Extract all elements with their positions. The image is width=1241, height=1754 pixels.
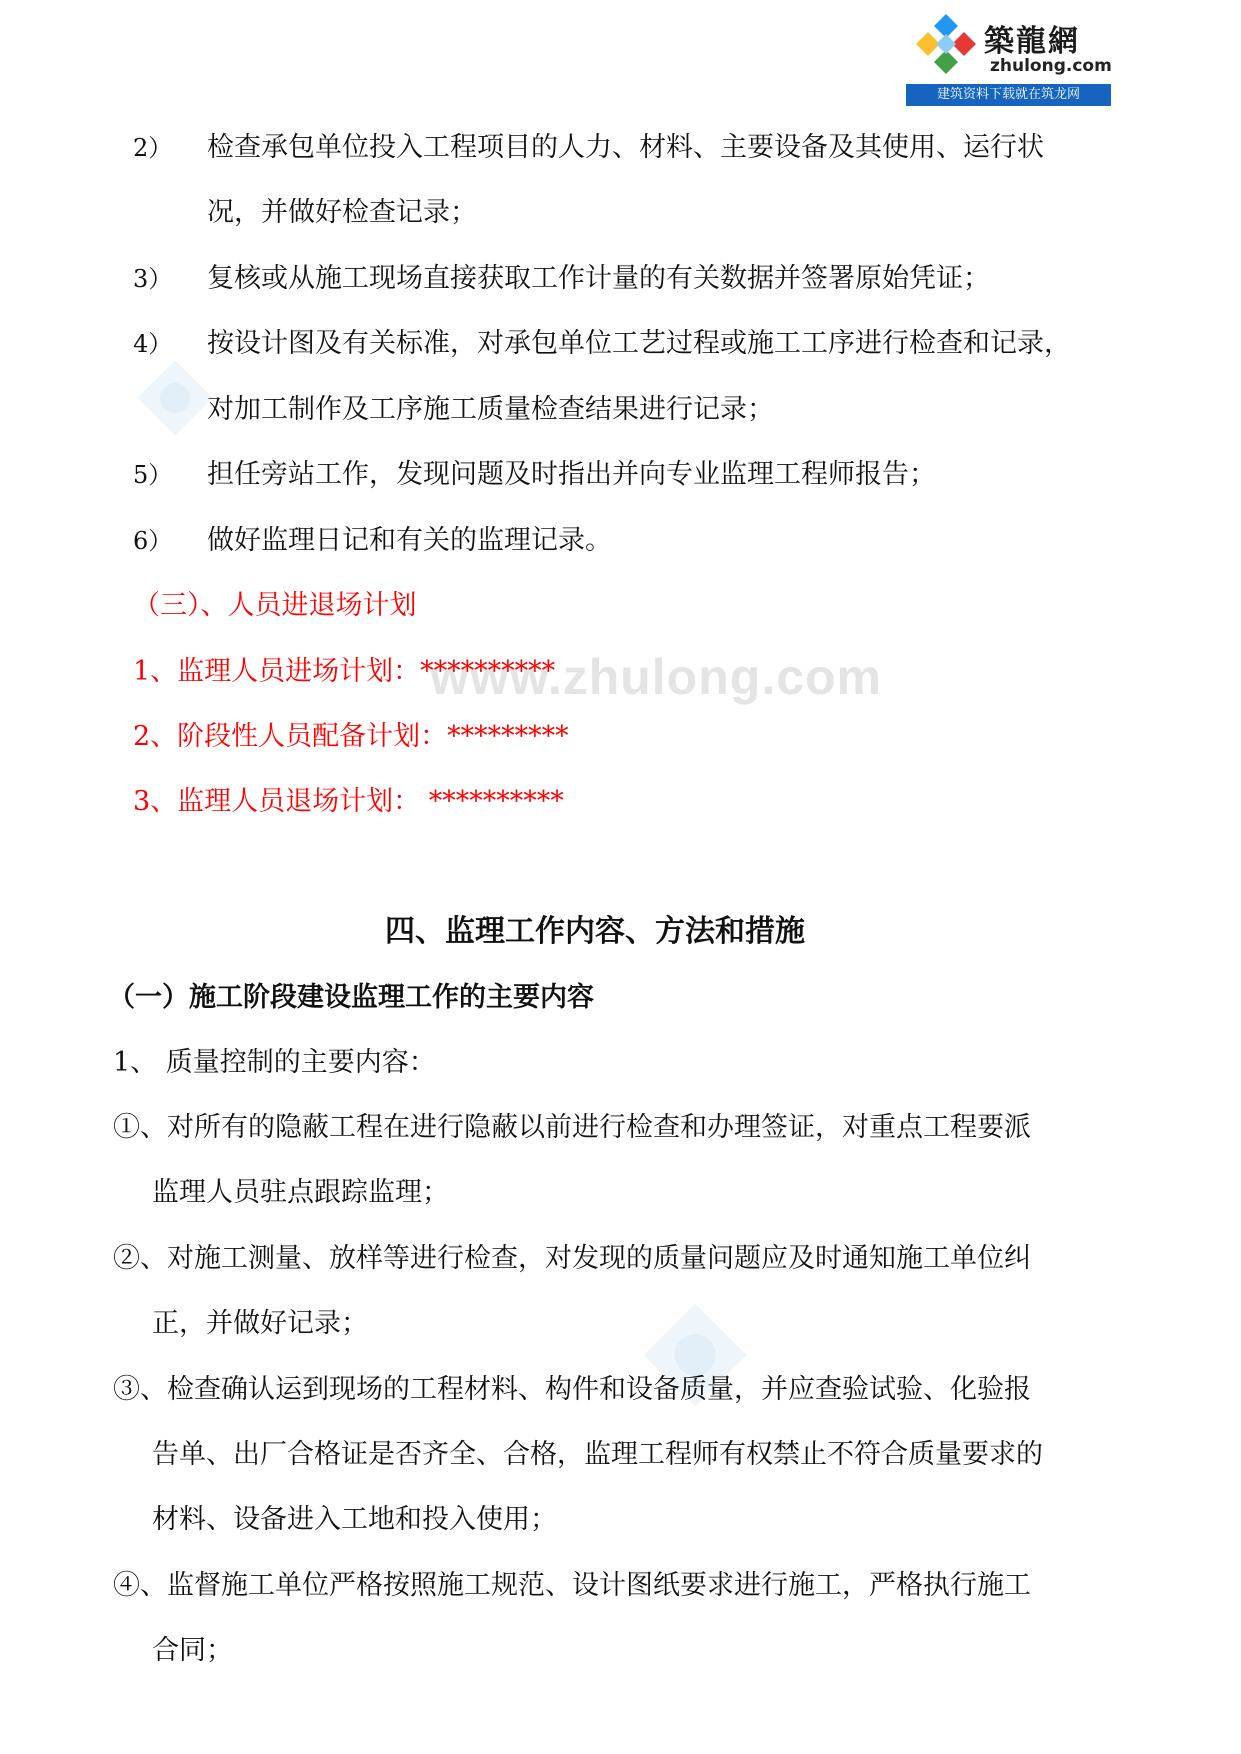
point-text: 监理人员驻点跟踪监理； <box>152 1177 449 1208</box>
subsection-heading: （一）施工阶段建设监理工作的主要内容 <box>108 982 594 1013</box>
item-text: 况，并做好检查记录； <box>207 197 477 228</box>
item-number: 2） <box>133 134 173 162</box>
point-text: ①、对所有的隐蔽工程在进行隐蔽以前进行检查和办理签证，对重点工程要派 <box>113 1112 1031 1143</box>
item-text: 复核或从施工现场直接获取工作计量的有关数据并签署原始凭证； <box>207 263 990 294</box>
watermark-text: www.zhulong.com <box>430 649 883 705</box>
item-text: 对加工制作及工序施工质量检查结果进行记录； <box>207 394 774 425</box>
point-text: 告单、出厂合格证是否齐全、合格，监理工程师有权禁止不符合质量要求的 <box>152 1439 1043 1470</box>
item-text: 检查承包单位投入工程项目的人力、材料、主要设备及其使用、运行状 <box>207 132 1044 163</box>
chapter-title: 四、监理工作内容、方法和措施 <box>385 914 805 949</box>
item-text: 担任旁站工作，发现问题及时指出并向专业监理工程师报告； <box>207 459 936 490</box>
point-text: ②、对施工测量、放样等进行检查，对发现的质量问题应及时通知施工单位纠 <box>113 1243 1031 1274</box>
point-text: 合同； <box>152 1635 233 1666</box>
logo-brand-en: zhulong.com <box>990 56 1112 76</box>
point-text: ③、检查确认运到现场的工程材料、构件和设备质量，并应查验试验、化验报 <box>113 1374 1031 1405</box>
logo-slogan: 建筑资料下载就在筑龙网 <box>906 84 1111 106</box>
plan-item: 1、监理人员进场计划：********** <box>133 656 556 687</box>
point-text: 材料、设备进入工地和投入使用； <box>152 1504 557 1535</box>
logo-brand-cn: 築龍網 <box>984 24 1080 59</box>
item-text: 做好监理日记和有关的监理记录。 <box>207 525 612 556</box>
item-text: 按设计图及有关标准，对承包单位工艺过程或施工工序进行检查和记录， <box>207 328 1071 359</box>
point-text: ④、监督施工单位严格按照施工规范、设计图纸要求进行施工，严格执行施工 <box>113 1570 1031 1601</box>
item-number: 4） <box>133 330 173 358</box>
plan-item: 3、监理人员退场计划： ********** <box>133 786 564 817</box>
watermark-logo-icon <box>135 358 215 438</box>
section-heading: （三）、人员进退场计划 <box>133 590 417 621</box>
item-number: 5） <box>133 461 173 489</box>
zhulong-logo <box>906 8 1111 108</box>
plan-item: 2、阶段性人员配备计划：********* <box>133 721 569 752</box>
item-number: 3） <box>133 265 173 293</box>
item-number: 6） <box>133 527 173 555</box>
point-text: 正，并做好记录； <box>152 1308 368 1339</box>
list-heading: 1、 质量控制的主要内容： <box>113 1047 436 1078</box>
zhulong-logo-icon <box>914 12 978 76</box>
